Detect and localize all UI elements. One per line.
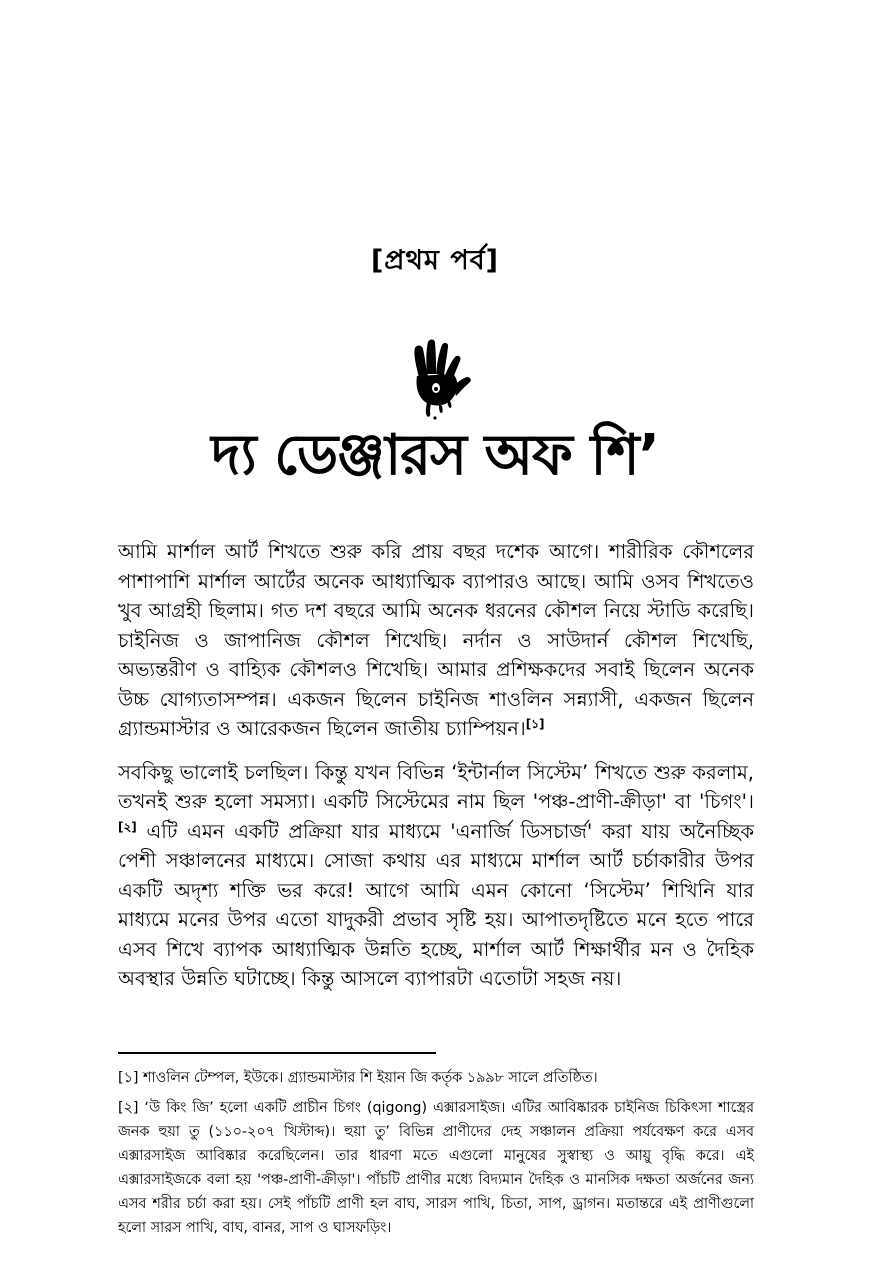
bloody-hand-icon: [395, 338, 475, 420]
footnote-divider: [118, 1052, 436, 1054]
footnotes: [118, 1066, 754, 1246]
hand-print-graphic: [395, 338, 475, 420]
paragraph-2: [118, 758, 754, 994]
body-text: [118, 537, 754, 1008]
paragraph-2-text-b: এটি এমন একটি প্রক্রিয়া যার মাধ্যমে 'এনার্জি ডিসচার্জ' করা যায় অনৈচ্ছিক পেশী সঞ্চালনের মাধ্যমে। সোজা কথায় এর মাধ্যমে মার্শাল আর্ট চর্চাকারীর উপর একটি অদৃশ্য শক্তি ভর করে! আগে আমি এমন কোনো ‘সিস্টেম’ শিখিনি যার মাধ্যমে মনের উপর এতো যাদুকরী প্রভাব সৃষ্টি হয়। আপাতদৃষ্টিতে মনে হতে পারে এসব শিখে ব্যাপক আধ্যাত্মিক উন্নতি হচ্ছে, মার্শাল আর্ট শিক্ষার্থীর মন ও দৈহিক অবস্থার উন্নতি ঘটাচ্ছে। কিন্তু আসলে ব্যাপারটা এতোটা সহজ নয়।: [118, 819, 754, 990]
paragraph-1: [118, 537, 754, 744]
part-label: [প্রথম পর্ব]: [370, 245, 500, 276]
footnote-1: [১] শাওলিন টেম্পল, ইউকে। গ্র্যান্ডমাস্টার শি ইয়ান জি কর্তৃক ১৯৯৮ সালে প্রতিষ্ঠিত।: [118, 1070, 598, 1086]
chapter-title: দ্য ডেঞ্জারস অফ শি’: [211, 423, 659, 488]
footnote-ref-2[interactable]: [২]: [118, 819, 137, 834]
paragraph-1-text: আমি মার্শাল আর্ট শিখতে শুরু করি প্রায় বছর দশেক আগে। শারীরিক কৌশলের পাশাপাশি মার্শাল আর্টের অনেক আধ্যাত্মিক ব্যাপারও আছে। আমি ওসব শিখতেও খুব আগ্রহী ছিলাম। গত দশ বছরে আমি অনেক ধরনের কৌশল নিয়ে স্টাডি করেছি। চাইনিজ ও জাপানিজ কৌশল শিখেছি। নর্দান ও সাউদার্ন কৌশল শিখেছি, অভ্যন্তরীণ ও বাহ্যিক কৌশলও শিখেছি। আমার প্রশিক্ষকদের সবাই ছিলেন অনেক উচ্চ যোগ্যতাসম্পন্ন। একজন ছিলেন চাইনিজ শাওলিন সন্ন্যাসী, একজন ছিলেন গ্র্যান্ডমাস্টার ও আরেকজন ছিলেন জাতীয় চ্যাম্পিয়ন।: [118, 540, 754, 740]
footnote-2: [২] ‘উ কিং জি’ হলো একটি প্রাচীন চিগং (qigong) এক্সারসাইজ। এটির আবিষ্কারক চাইনিজ চিকিৎসা শাস্ত্রের জনক হুয়া তু (১১০-২০৭ খিস্টাব্দ)। হুয়া তু’ বিভিন্ন প্রাণীদের দেহ সঞ্চালন প্রক্রিয়া পর্যবেক্ষণ করে এসব এক্সারসাইজ আবিষ্কার করেছিলেন। তার ধারণা মতে এগুলো মানুষের সুস্বাস্থ্য ও আয়ু বৃদ্ধি করে। এই এক্সারসাইজকে বলা হয় 'পঞ্চ-প্রাণী-ক্রীড়া'। পাঁচটি প্রাণীর মধ্যে বিদ্যমান দৈহিক ও মানসিক দক্ষতা অর্জনের জন্য এসব শরীর চর্চা করা হয়। সেই পাঁচটি প্রাণী হল বাঘ, সারস পাখি, চিতা, সাপ, ড্রাগন। মতান্তরে এই প্রাণীগুলো হলো সারস পাখি, বাঘ, বানর, সাপ ও ঘাসফড়িং।: [118, 1100, 754, 1236]
paragraph-2-text-a: সবকিছু ভালোই চলছিল। কিন্তু যখন বিভিন্ন ‘ইন্টার্নাল সিস্টেম’ শিখতে শুরু করলাম, তখনই শুরু হলো সমস্যা। একটি সিস্টেমের নাম ছিল 'পঞ্চ-প্রাণী-ক্রীড়া' বা 'চিগং'।: [118, 760, 754, 813]
footnote-ref-1[interactable]: [১]: [525, 717, 545, 731]
